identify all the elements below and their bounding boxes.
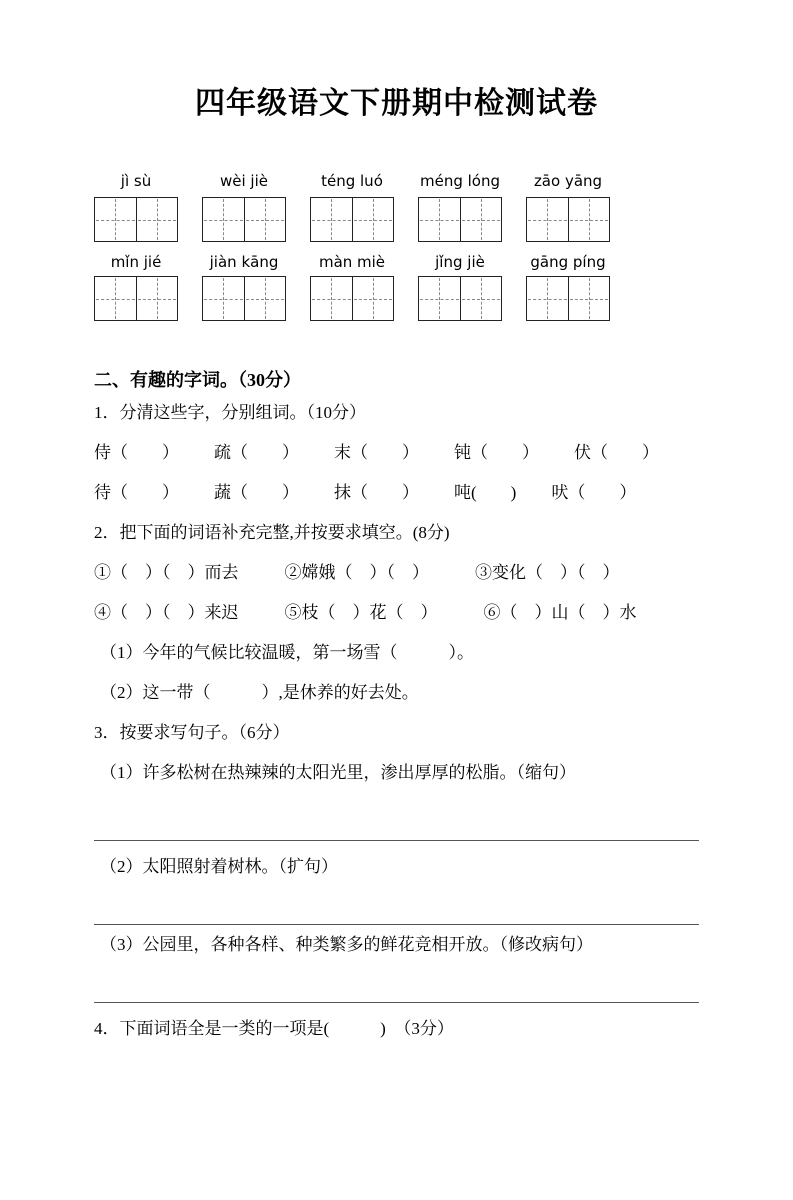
word-pair-item: 末（ ） xyxy=(334,443,419,462)
question-1-label: 1．分清这些字，分别组词。（10分） xyxy=(94,403,366,422)
grid-cell xyxy=(352,198,394,241)
fill-blank-sentence-2: （2）这一带（ ）,是休养的好去处。 xyxy=(100,683,419,702)
pinyin-col xyxy=(526,172,634,190)
pinyin-row-2 xyxy=(94,253,699,271)
rewrite-sentence-2: （2）太阳照射着树林。（扩句） xyxy=(100,857,338,876)
word-pair-item: 吨( ) xyxy=(454,483,517,502)
idiom-row-2 xyxy=(94,593,699,633)
writing-grid[interactable] xyxy=(526,276,610,321)
pinyin-word: wèi jiè xyxy=(220,172,268,190)
grid-cell xyxy=(203,277,244,320)
section-heading: 二、有趣的字词。（30分） xyxy=(94,370,301,390)
grid-cell xyxy=(95,198,136,241)
pinyin-col xyxy=(202,253,310,271)
grid-col xyxy=(526,197,634,242)
grid-cell xyxy=(419,198,460,241)
answer-line[interactable] xyxy=(94,887,699,925)
word-pair-item: 待（ ） xyxy=(94,483,179,502)
writing-grid[interactable] xyxy=(94,197,178,242)
exam-paper xyxy=(0,78,793,1049)
idiom-item: ③变化（ ）（ ） xyxy=(475,563,620,582)
writing-grid-row-2 xyxy=(94,276,699,321)
pinyin-word: gāng píng xyxy=(530,253,606,271)
grid-cell xyxy=(460,198,502,241)
writing-grid[interactable] xyxy=(310,197,394,242)
pinyin-col xyxy=(94,172,202,190)
writing-grid[interactable] xyxy=(310,276,394,321)
word-pair-item: 伏（ ） xyxy=(574,443,659,462)
pinyin-col xyxy=(526,253,634,271)
pinyin-col xyxy=(202,172,310,190)
idiom-row-1 xyxy=(94,553,699,593)
word-pair-row-1 xyxy=(94,433,699,473)
pinyin-word: jiàn kāng xyxy=(209,253,279,271)
pinyin-col xyxy=(418,172,526,190)
grid-col xyxy=(202,276,310,321)
answer-line[interactable] xyxy=(94,965,699,1003)
grid-cell xyxy=(136,198,178,241)
grid-col xyxy=(310,197,418,242)
word-pair-item: 侍（ ） xyxy=(94,443,179,462)
fill-blank-sentence-1: （1）今年的气候比较温暖，第一场雪（ ）。 xyxy=(100,643,474,662)
word-pair-item: 疏（ ） xyxy=(214,443,299,462)
grid-cell xyxy=(419,277,460,320)
grid-col xyxy=(526,276,634,321)
writing-grid[interactable] xyxy=(202,276,286,321)
pinyin-col xyxy=(310,172,418,190)
word-pair-item: 蔬（ ） xyxy=(214,483,299,502)
pinyin-word: téng luó xyxy=(321,172,383,190)
grid-cell xyxy=(568,198,610,241)
grid-cell xyxy=(203,198,244,241)
grid-col xyxy=(202,197,310,242)
pinyin-col xyxy=(94,253,202,271)
writing-grid-row-1 xyxy=(94,197,699,242)
idiom-item: ⑤枝（ ）花（ ） xyxy=(284,603,438,622)
word-pair-row-2 xyxy=(94,473,699,513)
word-pair-item: 抹（ ） xyxy=(334,483,419,502)
grid-col xyxy=(310,276,418,321)
pinyin-col xyxy=(418,253,526,271)
pinyin-col xyxy=(310,253,418,271)
writing-grid[interactable] xyxy=(418,276,502,321)
rewrite-sentence-1: （1）许多松树在热辣辣的太阳光里，渗出厚厚的松脂。（缩句） xyxy=(100,763,576,782)
grid-cell xyxy=(568,277,610,320)
writing-grid[interactable] xyxy=(94,276,178,321)
pinyin-word: mǐn jié xyxy=(110,253,162,271)
question-2-label: 2．把下面的词语补充完整,并按要求填空。(8分) xyxy=(94,523,450,542)
grid-cell xyxy=(311,277,352,320)
grid-cell xyxy=(244,198,286,241)
answer-line[interactable] xyxy=(94,793,699,841)
idiom-item: ②嫦娥（ ）（ ） xyxy=(284,563,429,582)
idiom-item: ①（ ）（ ）而去 xyxy=(94,563,239,582)
writing-grid[interactable] xyxy=(526,197,610,242)
pinyin-word: méng lóng xyxy=(419,172,500,190)
page-title: 四年级语文下册期中检测试卷 xyxy=(195,87,598,120)
pinyin-row-1 xyxy=(94,172,699,190)
grid-cell xyxy=(460,277,502,320)
grid-cell xyxy=(527,198,568,241)
question-4-label: 4．下面词语全是一类的一项是( ) （3分） xyxy=(94,1019,454,1038)
word-pair-item: 吠（ ） xyxy=(551,483,637,502)
idiom-item: ④（ ）（ ）来迟 xyxy=(94,603,239,622)
pinyin-word: màn miè xyxy=(318,253,386,271)
grid-cell xyxy=(136,277,178,320)
pinyin-word: jǐng jiè xyxy=(435,253,485,271)
grid-col xyxy=(418,276,526,321)
grid-col xyxy=(94,276,202,321)
word-pair-item: 钝（ ） xyxy=(454,443,539,462)
idiom-item: ⑥（ ）山（ ）水 xyxy=(483,603,637,622)
grid-cell xyxy=(311,198,352,241)
grid-cell xyxy=(527,277,568,320)
writing-grid[interactable] xyxy=(418,197,502,242)
rewrite-sentence-3: （3）公园里，各种各样、种类繁多的鲜花竞相开放。（修改病句） xyxy=(100,935,593,954)
grid-col xyxy=(94,197,202,242)
grid-cell xyxy=(352,277,394,320)
grid-cell xyxy=(95,277,136,320)
pinyin-word: zāo yāng xyxy=(533,172,603,190)
grid-col xyxy=(418,197,526,242)
writing-grid[interactable] xyxy=(202,197,286,242)
grid-cell xyxy=(244,277,286,320)
pinyin-word: jì sù xyxy=(120,172,152,190)
question-3-label: 3．按要求写句子。（6分） xyxy=(94,723,290,742)
